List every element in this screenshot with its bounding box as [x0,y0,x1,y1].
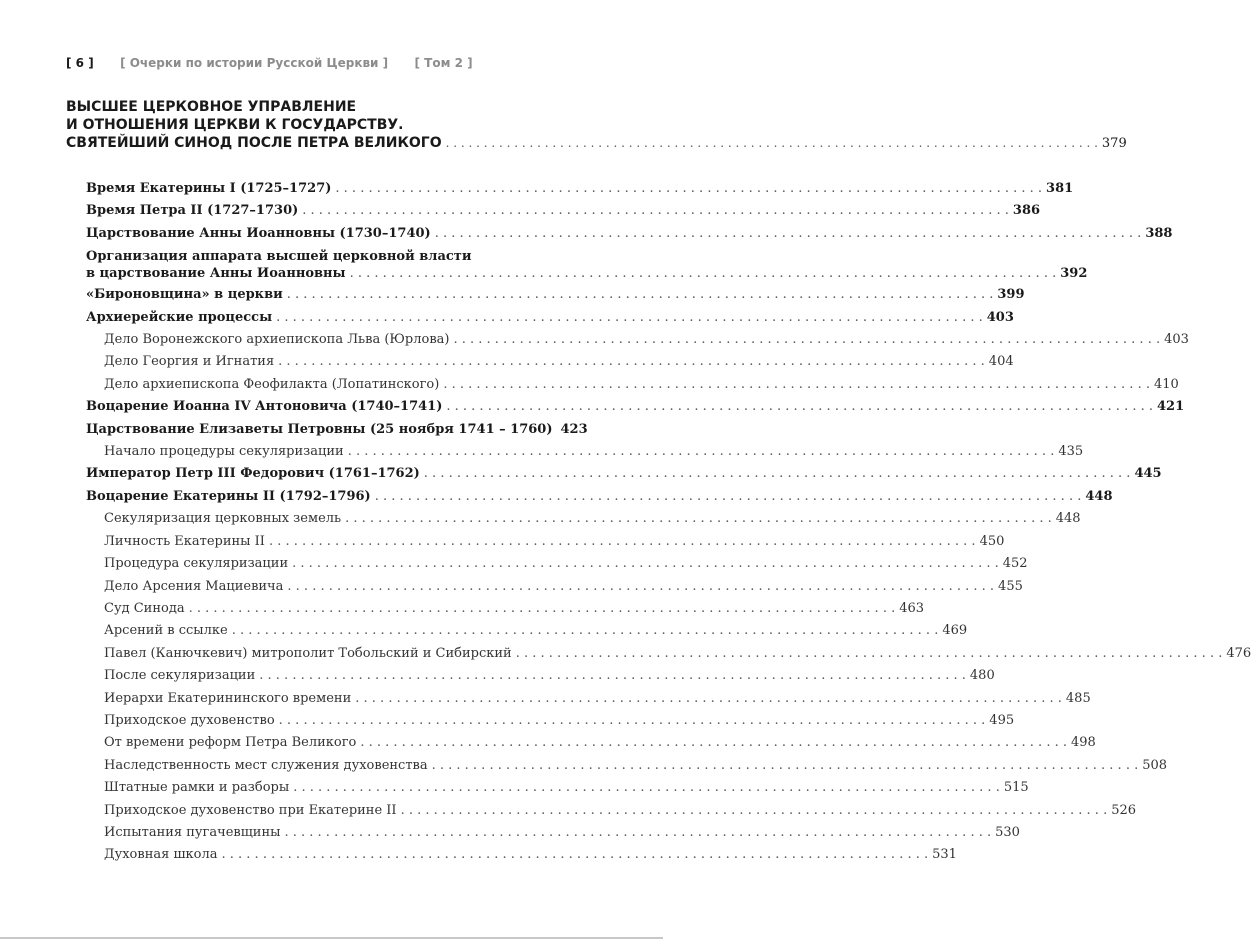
toc-entry-page: 399 [997,287,1025,303]
dot-leader: . . . . . . . . . . . . . . . . . . . . . . . . . . . . . . . . . . . . . . . . . . . . . . . . . . . . . . . . . . . . . . . . . . . . . . . . . . . . . . . . . . . . . . [287,578,995,594]
toc-entry-row [86,486,1113,508]
table-of-contents [86,178,1251,867]
dot-leader: . . . . . . . . . . . . . . . . . . . . . . . . . . . . . . . . . . . . . . . . . . . . . . . . . . . . . . . . . . . . . . . . . . . . . . . . . . . . . . . . . . . . . . [515,645,1223,661]
toc-entry-title: в царствование Анны Иоанновны [86,266,346,282]
toc-entry-title: Суд Синода [104,600,185,616]
toc-entry-page: 452 [1002,556,1028,572]
toc-entry-page: 403 [1164,332,1189,348]
toc-entry-page: 421 [1157,399,1185,415]
toc-entry-row [86,307,1014,329]
toc-entry-row [86,178,1074,200]
toc-entry-title: Приходское духовенство [104,712,275,728]
toc-entry [86,732,1096,754]
dot-leader: . . . . . . . . . . . . . . . . . . . . . . . . . . . . . . . . . . . . . . . . . . . . . . . . . . . . . . . . . . . . . . . . . . . . . . . . . . . . . . . . . . . . . . [347,444,1055,460]
toc-entry-row [104,576,1023,598]
toc-entry [86,688,1091,710]
toc-entry [86,419,588,441]
toc-entry-title: Время Петра II (1727–1730) [86,203,299,219]
toc-entry-title: Воцарение Екатерины II (1792–1796) [86,488,371,504]
toc-entry-row [104,777,1029,799]
part-heading-last-row [66,134,1127,153]
toc-entry-row [104,755,1168,777]
toc-entry [86,486,1113,508]
toc-entry-row [104,732,1096,754]
toc-entry-page: 508 [1142,757,1168,773]
toc-entry-title: Арсений в ссылке [104,623,228,639]
part-page-number: 379 [1101,136,1127,151]
toc-entry-page: 469 [942,623,968,639]
toc-entry [86,777,1029,799]
toc-entry [86,800,1137,822]
toc-entry [86,531,1005,553]
toc-entry [86,200,1041,222]
toc-entry-row [104,531,1005,553]
toc-entry-title: Дело архиепископа Феофилакта (Лопатинского) [104,376,440,392]
toc-entry-title: Дело Георгия и Игнатия [104,354,275,370]
part-heading-line: И ОТНОШЕНИЯ ЦЕРКВИ К ГОСУДАРСТВУ. [66,117,404,133]
dot-leader: . . . . . . . . . . . . . . . . . . . . . . . . . . . . . . . . . . . . . . . . . . . . . . . . . . . . . . . . . . . . . . . . . . . . . . . . . . . . . . . . . . . . . . [188,600,896,616]
toc-entry [86,307,1014,329]
dot-leader: . . . . . . . . . . . . . . . . . . . . . . . . . . . . . . . . . . . . . . . . . . . . . . . . . . . . . . . . . . . . . . . . . . . . . . . . . . . . . . . . . . . . . . [231,623,939,639]
toc-entry-title: После секуляризации [104,668,256,684]
toc-entry-title: Приходское духовенство при Екатерине II [104,802,397,818]
toc-entry-title: Дело Арсения Мациевича [104,578,284,594]
dot-leader: . . . . . . . . . . . . . . . . . . . . . . . . . . . . . . . . . . . . . . . . . . . . . . . . . . . . . . . . . . . . . . . . . . . . . . . . . . . . . . . . . . . . . . [349,266,1057,282]
toc-entry-page: 448 [1055,511,1081,527]
toc-entry-row [104,620,968,642]
toc-entry-page: 448 [1085,488,1113,504]
dot-leader: . . . . . . . . . . . . . . . . . . . . . . . . . . . . . . . . . . . . . . . . . . . . . . . . . . . . . . . . . . . . . . . . . . . . . . . . . . . . . . . . . . . . . . [446,399,1154,415]
toc-entry [86,245,1088,284]
book-title: [ Очерки по истории Русской Церкви ] [120,56,389,70]
page-number: [ 6 ] [66,56,94,70]
toc-entry [86,374,1179,396]
dot-leader: . . . . . . . . . . . . . . . . . . . . . . . . . . . . . . . . . . . . . . . . . . . . . . . . . . . . . . . . . . . . . . . . . . . . . . . . . . . . . . . . . . . . . . [423,466,1131,482]
dot-leader: . . . . . . . . . . . . . . . . . . . . . . . . . . . . . . . . . . . . . . . . . . . . . . . . . . . . . . . . . . . . . . . . . . . . . . . . . . . . . . . . . . . . . . [276,309,983,325]
toc-entry-title: Начало процедуры секуляризации [104,444,344,460]
toc-entry-page: 435 [1058,444,1084,460]
dot-leader: . . . . . . . . . . . . . . . . . . . . . . . . . . . . . . . . . . . . . . . . . . . . . . . . . . . . . . . . . . . . . . . . . . . . . . . . . . . . . . . . . . . . . . [278,712,986,728]
toc-entry [86,576,1023,598]
toc-entry-title: Воцарение Иоанна IV Антоновича (1740–1741) [86,399,443,415]
dot-leader: . . . . . . . . . . . . . . . . . . . . . . . . . . . . . . . . . . . . . . . . . . . . . . . . . . . . . . . . . . . . . . . . . . . . . . . . . . . . . . . . . . . . . . [443,376,1150,392]
toc-entry-page: 463 [899,600,925,616]
toc-entry-title: Царствование Анны Иоанновны (1730–1740) [86,225,431,241]
toc-entry-row [104,553,1028,575]
toc-entry-row [104,688,1091,710]
toc-entry [86,822,1020,844]
dot-leader: . . . . . . . . . . . . . . . . . . . . . . . . . . . . . . . . . . . . . . . . . . . . . . . . . . . . . . . . . . . . . . . . . . . . . . . . . . . . . . . . . . . . . . [284,824,992,840]
toc-entry-row [104,598,925,620]
toc-entry-title: Секуляризация церковных земель [104,511,342,527]
toc-entry [86,329,1189,351]
toc-entry-title: Личность Екатерины II [104,533,265,549]
toc-entry-page: 423 [560,421,588,437]
toc-entry-row [86,419,588,441]
toc-entry [86,463,1162,485]
toc-entry-page: 485 [1065,690,1091,706]
toc-entry [86,351,1014,373]
toc-entry-page: 495 [989,712,1015,728]
toc-entry-page: 445 [1134,466,1162,482]
toc-entry-row [104,844,957,866]
toc-entry-title: От времени реформ Петра Великого [104,735,357,751]
toc-entry-title: Архиерейские процессы [86,309,273,325]
running-header [66,56,473,70]
toc-entry [86,223,1173,245]
toc-entry-title: Царствование Елизаветы Петровны (25 ноября 1741 – 1760) [86,421,553,437]
toc-entry-page: 403 [986,309,1014,325]
dot-leader: . . . . . . . . . . . . . . . . . . . . . . . . . . . . . . . . . . . . . . . . . . . . . . . . . . . . . . . . . . . . . . . . . . . . . . . . . . . . . . . . . . . . . . [434,225,1142,241]
dot-leader: . . . . . . . . . . . . . . . . . . . . . . . . . . . . . . . . . . . . . . . . . . . . . . . . . . . . . . . . . . . . . . . . . . . . . . . . . . . . . . . . . . . . . . [374,488,1082,504]
part-heading-line: СВЯТЕЙШИЙ СИНОД ПОСЛЕ ПЕТРА ВЕЛИКОГО [66,135,442,151]
toc-entry-page: 476 [1226,645,1251,661]
toc-entry [86,710,1015,732]
toc-entry-title: Испытания пугачевщины [104,824,281,840]
toc-entry-title: Дело Воронежского архиепископа Льва (Юрлова) [104,332,450,348]
toc-entry-page: 455 [998,578,1023,594]
toc-entry [86,620,968,642]
toc-entry [86,755,1168,777]
dot-leader: . . . . . . . . . . . . . . . . . . . . . . . . . . . . . . . . . . . . . . . . . . . . . . . . . . . . . . . . . . . . . . . . . . . . . . . . . . . . . . . . . . . . . . [278,354,985,370]
dot-leader: . . . . . . . . . . . . . . . . . . . . . . . . . . . . . . . . . . . . . . . . . . . . . . . . . . . . . . . . . . . . . . . . . . . . . . . . . . . . . . . . . . . . . . [268,533,976,549]
dot-leader: . . . . . . . . . . . . . . . . . . . . . . . . . . . . . . . . . . . . . . . . . . . . . . . . . . . . . . . . . . . . . . . . . . . . . . . . . . . . . . . . . . . . . . [286,287,994,303]
dot-leader: . . . . . . . . . . . . . . . . . . . . . . . . . . . . . . . . . . . . . . . . . . . . . . . . . . . . . . . . . . . . . . . . . . . . . . . . . . . . . . . . . . . . . . [335,181,1043,196]
toc-entry-row [86,200,1041,222]
toc-entry-row [104,665,995,687]
toc-entry [86,396,1185,418]
toc-entry-row [104,710,1015,732]
toc-entry-title: Время Екатерины I (1725–1727) [86,181,332,196]
toc-entry-row [104,508,1081,530]
toc-entry [86,553,1028,575]
toc-entry-page: 480 [969,668,995,684]
toc-entry-title: Процедура секуляризации [104,556,289,572]
toc-entry [86,643,1251,665]
toc-entry [86,665,995,687]
toc-entry-row [104,643,1251,665]
toc-entry-page: 392 [1060,266,1088,282]
toc-entry-title: Наследственность мест служения духовенства [104,757,428,773]
toc-entry-page: 381 [1046,181,1074,196]
dot-leader: . . . . . . . . . . . . . . . . . . . . . . . . . . . . . . . . . . . . . . . . . . . . . . . . . . . . . . . . . . . . . . . . . . . . . . . . . . . . . . . . . . . . . . [445,136,1098,150]
toc-entry-page: 526 [1111,802,1137,818]
dot-leader: . . . . . . . . . . . . . . . . . . . . . . . . . . . . . . . . . . . . . . . . . . . . . . . . . . . . . . . . . . . . . . . . . . . . . . . . . . . . . . . . . . . . . . [345,511,1052,527]
toc-entry-title: Иерархи Екатерининского времени [104,690,352,706]
toc-entry-row [86,396,1185,418]
toc-entry [86,441,1084,463]
toc-entry-row [104,351,1014,373]
toc-entry-row [104,800,1137,822]
dot-leader: . . . . . . . . . . . . . . . . . . . . . . . . . . . . . . . . . . . . . . . . . . . . . . . . . . . . . . . . . . . . . . . . . . . . . . . . . . . . . . . . . . . . . . [400,802,1108,818]
toc-entry-row [104,822,1020,844]
toc-entry-row [86,223,1173,245]
dot-leader: . . . . . . . . . . . . . . . . . . . . . . . . . . . . . . . . . . . . . . . . . . . . . . . . . . . . . . . . . . . . . . . . . . . . . . . . . . . . . . . . . . . . . . [259,668,966,684]
toc-entry-title: «Бироновщина» в церкви [86,287,283,303]
toc-entry-page: 410 [1153,376,1179,392]
part-heading-line: ВЫСШЕЕ ЦЕРКОВНОЕ УПРАВЛЕНИЕ [66,99,357,115]
toc-entry [86,844,957,866]
dot-leader: . . . . . . . . . . . . . . . . . . . . . . . . . . . . . . . . . . . . . . . . . . . . . . . . . . . . . . . . . . . . . . . . . . . . . . . . . . . . . . . . . . . . . . [292,556,999,572]
toc-entry-page: 450 [979,533,1005,549]
toc-entry-row [104,441,1084,463]
volume-label: [ Том 2 ] [414,56,473,70]
toc-entry [86,598,925,620]
dot-leader: . . . . . . . . . . . . . . . . . . . . . . . . . . . . . . . . . . . . . . . . . . . . . . . . . . . . . . . . . . . . . . . . . . . . . . . . . . . . . . . . . . . . . . [453,332,1161,348]
toc-entry-row [104,374,1179,396]
toc-entry-page: 388 [1145,225,1173,241]
dot-leader: . . . . . . . . . . . . . . . . . . . . . . . . . . . . . . . . . . . . . . . . . . . . . . . . . . . . . . . . . . . . . . . . . . . . . . . . . . . . . . . . . . . . . . [431,757,1139,773]
toc-entry-page: 530 [995,824,1020,840]
dot-leader: . . . . . . . . . . . . . . . . . . . . . . . . . . . . . . . . . . . . . . . . . . . . . . . . . . . . . . . . . . . . . . . . . . . . . . . . . . . . . . . . . . . . . . [221,847,929,863]
toc-entry-title: Духовная школа [104,847,218,863]
dot-leader: . . . . . . . . . . . . . . . . . . . . . . . . . . . . . . . . . . . . . . . . . . . . . . . . . . . . . . . . . . . . . . . . . . . . . . . . . . . . . . . . . . . . . . [355,690,1062,706]
toc-entry-title: Павел (Канючкевич) митрополит Тобольский и Сибирский [104,645,512,661]
toc-entry [86,178,1074,200]
toc-entry [86,508,1081,530]
toc-entry-title: Император Петр III Федорович (1761–1762) [86,466,420,482]
toc-entry-row [104,329,1189,351]
toc-entry-row [86,463,1162,485]
toc-entry [86,284,1025,306]
part-heading [66,98,1127,153]
toc-entry-page: 404 [988,354,1014,370]
toc-entry-page: 515 [1003,780,1029,796]
dot-leader: . . . . . . . . . . . . . . . . . . . . . . . . . . . . . . . . . . . . . . . . . . . . . . . . . . . . . . . . . . . . . . . . . . . . . . . . . . . . . . . . . . . . . . [360,735,1067,751]
toc-entry-page: 386 [1012,203,1041,219]
toc-entry-row [86,265,1088,282]
toc-entry-title-line: Организация аппарата высшей церковной власти [86,249,472,265]
toc-entry-page: 531 [932,847,957,863]
toc-entry-page: 498 [1071,735,1096,751]
dot-leader: . . . . . . . . . . . . . . . . . . . . . . . . . . . . . . . . . . . . . . . . . . . . . . . . . . . . . . . . . . . . . . . . . . . . . . . . . . . . . . . . . . . . . . [293,780,1000,796]
toc-entry-title: Штатные рамки и разборы [104,780,290,796]
toc-entry-row [86,284,1025,306]
dot-leader: . . . . . . . . . . . . . . . . . . . . . . . . . . . . . . . . . . . . . . . . . . . . . . . . . . . . . . . . . . . . . . . . . . . . . . . . . . . . . . . . . . . . . . [302,203,1009,219]
